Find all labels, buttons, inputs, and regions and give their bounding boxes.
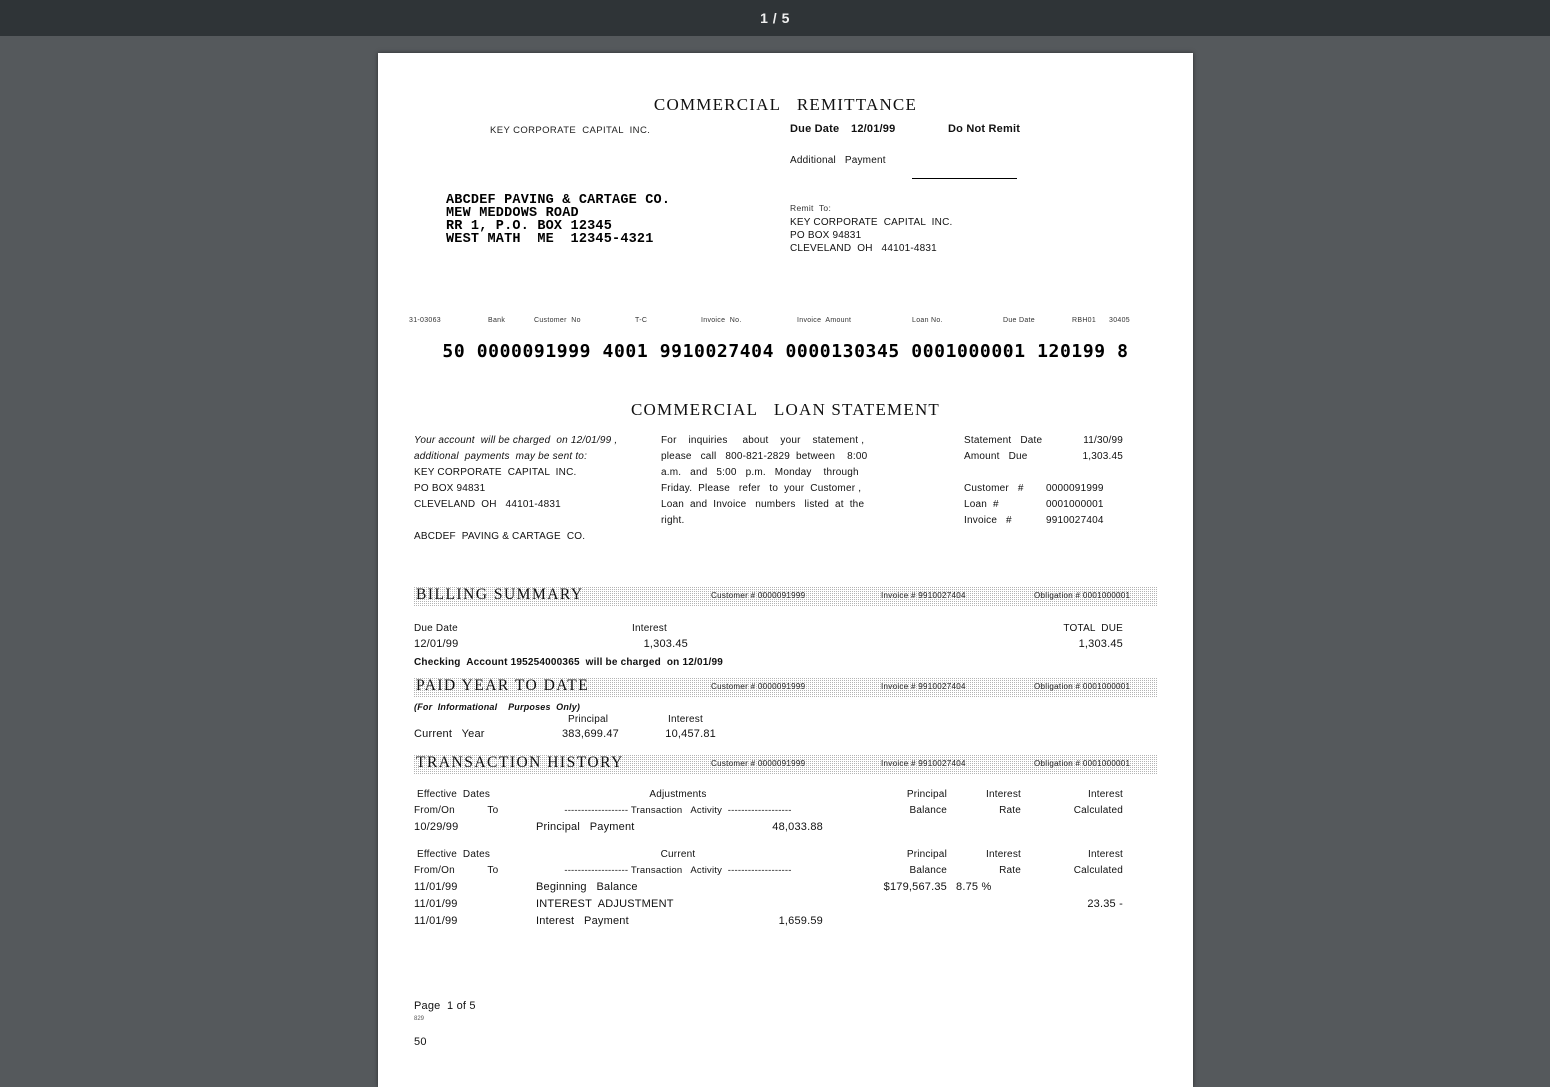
txn-b2-col-interest-2: Interest [1088,849,1123,860]
statement-notice-address-1: KEY CORPORATE CAPITAL INC. [414,467,577,478]
billing-header-total-due: TOTAL DUE [1063,623,1123,634]
statement-title: COMMERCIAL LOAN STATEMENT [630,400,940,419]
payer-address-line-1: ABCDEF PAVING & CARTAGE CO. [446,193,671,208]
amount-due-value: 1,303.45 [1082,451,1123,462]
paid-ytd-customer: Customer # 0000091999 [711,682,806,691]
billing-summary-obligation: Obligation # 0001000001 [1034,591,1131,600]
txn-b1-row0-date: 10/29/99 [414,821,459,833]
txn-b2-row0-desc: Beginning Balance [536,881,638,893]
billing-value-total-due: 1,303.45 [1078,638,1123,650]
due-date-value: 12/01/99 [851,123,896,135]
txn-b1-col-balance: Balance [909,805,947,816]
billing-value-interest: 1,303.45 [643,638,688,650]
txn-b2-row0-rate: 8.75 % [956,881,992,893]
txn-b1-col-dates-2: From/On To [414,805,499,816]
txn-b1-col-mid-1: Adjustments [649,789,707,800]
txn-b2-row0-balance: $179,567.35 [883,881,947,893]
additional-payment-rule [885,148,1017,202]
scanline-header-tc: T-C [635,317,648,324]
txn-b2-col-interest: Interest [986,849,1021,860]
scanline-value: 50 0000091999 4001 9910027404 0000130345 0001000001 120199 8 [442,341,1129,362]
statement-inquiries-line-6: right. [661,515,685,526]
billing-summary-title: BILLING SUMMARY [416,586,584,603]
paid-ytd-invoice: Invoice # 9910027404 [881,682,966,691]
txn-b2-row2-date: 11/01/99 [414,915,458,927]
txn-b2-row0-date: 11/01/99 [414,881,458,893]
paid-ytd-header-interest: Interest [668,714,703,725]
scanline-header-loan-no: Loan No. [912,317,943,324]
txn-b2-col-calculated: Calculated [1073,865,1123,876]
transaction-history-band [414,755,1157,774]
statement-inquiries-line-5: Loan and Invoice numbers listed at the [661,499,865,510]
statement-account-name: ABCDEF PAVING & CARTAGE CO. [414,531,586,542]
txn-b2-col-principal: Principal [906,849,947,860]
txn-b1-col-dates-1: Effective Dates [417,789,491,800]
footer-form-code: 829 [414,1016,425,1022]
scanline-header-due-date: Due Date [1003,317,1035,324]
scanline-header-code: RBH01 [1072,317,1097,324]
paid-ytd-subtitle: (For Informational Purposes Only) [414,702,581,712]
txn-b2-col-rate: Rate [999,865,1021,876]
txn-b2-row1-date: 11/01/99 [414,898,458,910]
billing-header-due-date: Due Date [414,623,458,634]
billing-summary-band [414,587,1157,606]
customer-number-label: Customer # [964,483,1024,494]
additional-payment-label: Additional Payment [790,155,886,166]
footer-page-of: Page 1 of 5 [414,1000,476,1012]
do-not-remit-label: Do Not Remit [948,123,1021,135]
txn-b1-col-interest-2: Interest [1088,789,1123,800]
txn-b2-col-dates-2: From/On To [414,865,499,876]
billing-note: Checking Account 195254000365 will be charged on 12/01/99 [414,657,723,668]
txn-b1-col-interest: Interest [986,789,1021,800]
paid-ytd-row-principal: 383,699.47 [561,728,619,740]
scanline-form-id: 31-03063 [409,317,441,324]
statement-inquiries-line-3: a.m. and 5:00 p.m. Monday through [661,467,859,478]
remittance-issuer: KEY CORPORATE CAPITAL INC. [490,125,651,136]
paid-ytd-row-label: Current Year [414,728,485,740]
scanline-header-invoice-amount: Invoice Amount [797,317,852,324]
billing-value-due-date: 12/01/99 [414,638,459,650]
txn-b2-row1-calculated: 23.35 - [1087,898,1123,910]
paid-ytd-obligation: Obligation # 0001000001 [1034,682,1131,691]
due-date-label: Due Date [790,123,840,135]
txn-b2-row2-amount: 1,659.59 [778,915,823,927]
transaction-history-title: TRANSACTION HISTORY [416,754,624,771]
statement-notice-line-2: additional payments may be sent to: [414,451,588,462]
loan-number-value: 0001000001 [1046,499,1104,510]
statement-inquiries-line-2: please call 800-821-2829 between 8:00 [661,451,868,462]
statement-date-value: 11/30/99 [1083,435,1123,446]
loan-number-label: Loan # [964,499,999,510]
payer-address-line-4: WEST MATH ME 12345-4321 [446,232,654,247]
txn-b2-row1-desc: INTEREST ADJUSTMENT [536,898,674,910]
scanline-header-batch: 30405 [1109,317,1130,324]
scanline-header-customer-no: Customer No [534,317,581,324]
invoice-number-value: 9910027404 [1046,515,1104,526]
txn-b1-row0-amount: 48,033.88 [772,821,823,833]
txn-b2-col-balance: Balance [909,865,947,876]
txn-b2-row2-desc: Interest Payment [536,915,629,927]
payer-address-line-3: RR 1, P.O. BOX 12345 [446,219,613,234]
remit-to-line-3: CLEVELAND OH 44101-4831 [790,243,937,254]
remittance-title: COMMERCIAL REMITTANCE [653,95,918,114]
invoice-number-label: Invoice # [964,515,1012,526]
footer-sequence: 50 [414,1036,427,1048]
txn-b1-col-mid-2: ------------------- Transaction Activity ------------------- [564,805,792,816]
scanline-header-bank: Bank [488,317,506,324]
paid-ytd-band [414,678,1157,697]
txn-b1-row0-desc: Principal Payment [536,821,635,833]
remit-to-line-1: KEY CORPORATE CAPITAL INC. [790,217,953,228]
statement-notice-address-2: PO BOX 94831 [414,483,486,494]
txn-b1-col-calculated: Calculated [1073,805,1123,816]
statement-inquiries-line-4: Friday. Please refer to your Customer , [661,483,862,494]
txn-b2-col-dates-1: Effective Dates [417,849,491,860]
remit-to-line-2: PO BOX 94831 [790,230,862,241]
page-indicator[interactable]: 1 / 5 [760,10,790,26]
txn-b1-col-principal: Principal [906,789,947,800]
paid-ytd-header-principal: Principal [568,714,609,725]
amount-due-label: Amount Due [964,451,1028,462]
statement-notice-line-1: Your account will be charged on 12/01/99 , [414,435,618,446]
statement-date-label: Statement Date [964,435,1043,446]
document-page [378,53,1193,1087]
statement-inquiries-line-1: For inquiries about your statement , [661,435,865,446]
txn-b2-col-mid-2: ------------------- Transaction Activity ------------------- [564,865,792,876]
billing-summary-invoice: Invoice # 9910027404 [881,591,966,600]
txn-b1-col-rate: Rate [999,805,1021,816]
paid-ytd-title: PAID YEAR TO DATE [416,677,590,694]
transaction-history-obligation: Obligation # 0001000001 [1034,759,1131,768]
billing-summary-customer: Customer # 0000091999 [711,591,806,600]
scanline-header-invoice-no: Invoice No. [701,317,742,324]
transaction-history-invoice: Invoice # 9910027404 [881,759,966,768]
viewer-toolbar [0,0,1550,36]
billing-header-interest: Interest [632,623,667,634]
remit-to-label: Remit To: [790,203,832,213]
transaction-history-customer: Customer # 0000091999 [711,759,806,768]
payer-address-line-2: MEW MEDDOWS ROAD [446,206,579,221]
statement-notice-address-3: CLEVELAND OH 44101-4831 [414,499,561,510]
customer-number-value: 0000091999 [1046,483,1104,494]
paid-ytd-row-interest: 10,457.81 [665,728,716,740]
txn-b2-col-mid-1: Current [660,849,696,860]
